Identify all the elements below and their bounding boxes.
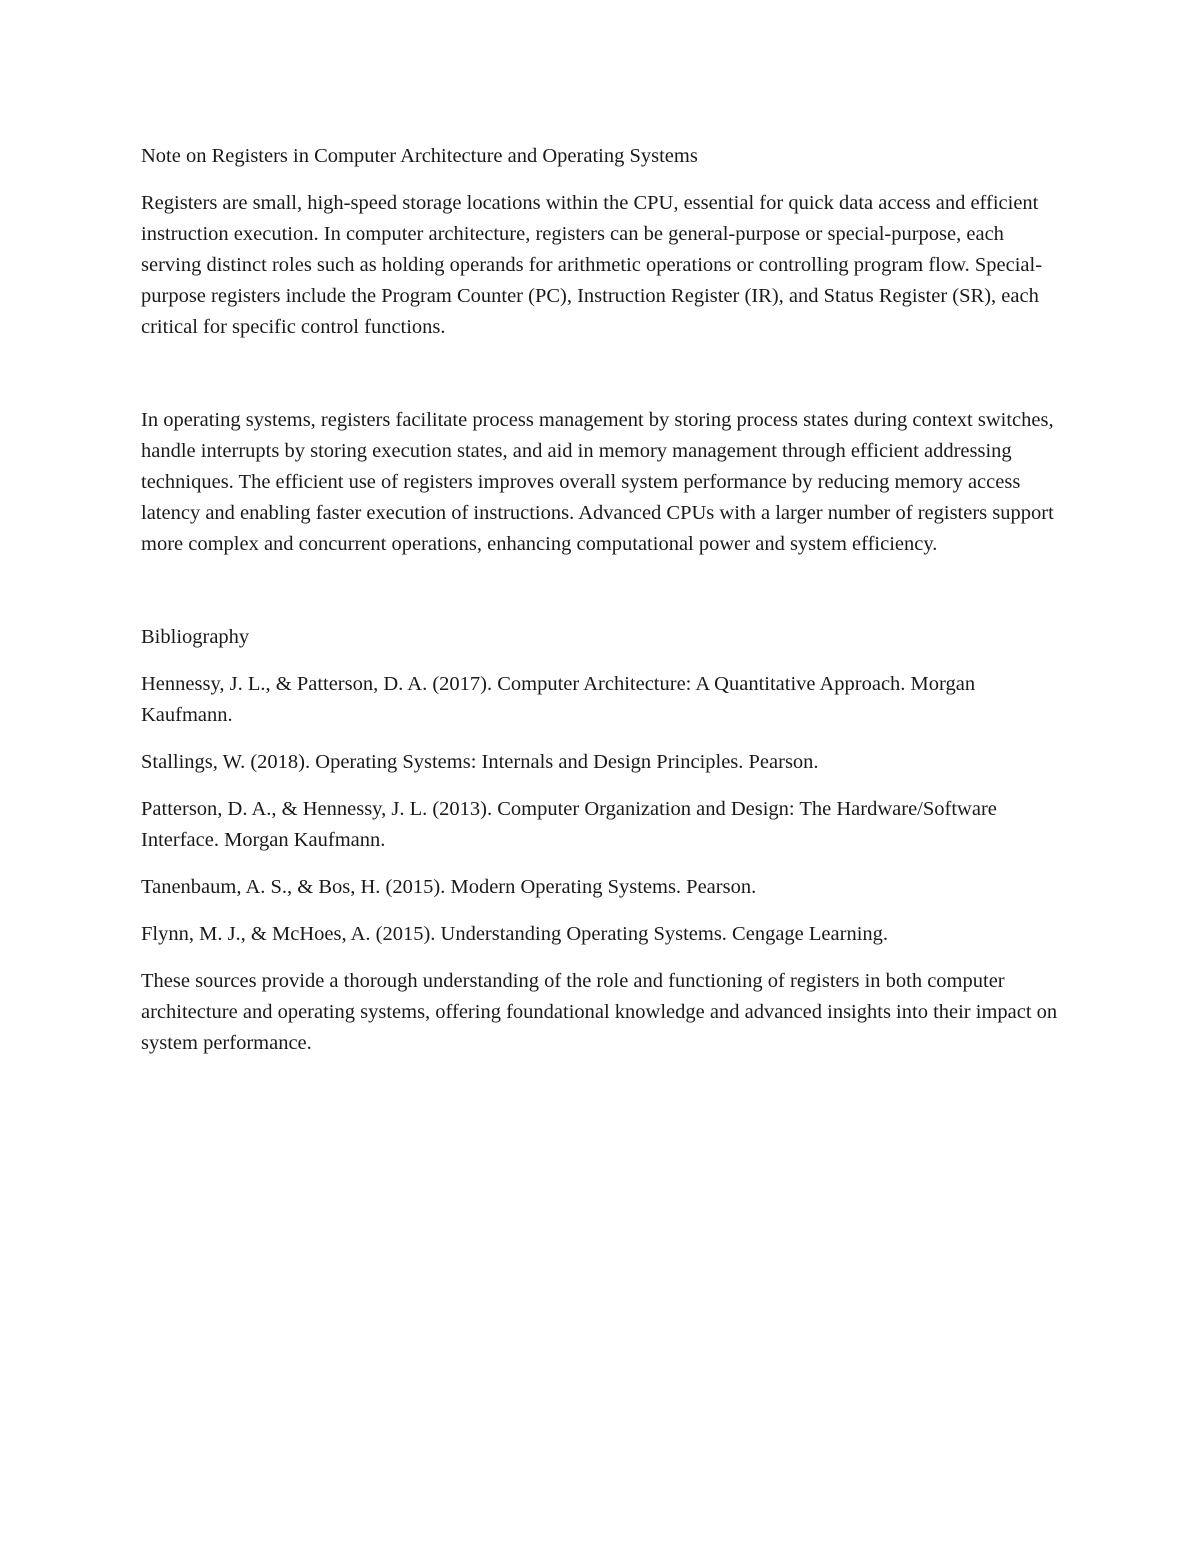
- bibliography-entry: Patterson, D. A., & Hennessy, J. L. (2013). Computer Organization and Design: The Hardware/Software Interface. Morgan Kaufmann.: [141, 798, 997, 851]
- bibliography-entry: Hennessy, J. L., & Patterson, D. A. (2017). Computer Architecture: A Quantitative Approach. Morgan Kaufmann.: [141, 673, 976, 726]
- bibliography-heading: Bibliography: [141, 626, 250, 648]
- document-title: Note on Registers in Computer Architecture and Operating Systems: [141, 145, 698, 167]
- paragraph-computer-architecture: Registers are small, high-speed storage locations within the CPU, essential for quick data access and efficient instruction execution. In computer architecture, registers can be general-purpose or special-purpose, each serving distinct roles such as holding operands for arithmetic operations or controlling program flow. Special-purpose registers include the Program Counter (PC), Instruction Register (IR), and Status Register (SR), each critical for specific control functions.: [141, 192, 1043, 338]
- bibliography-entry: Tanenbaum, A. S., & Bos, H. (2015). Modern Operating Systems. Pearson.: [141, 876, 757, 898]
- paragraph-operating-systems: In operating systems, registers facilitate process management by storing process states during context switches, handle interrupts by storing execution states, and aid in memory management through efficient addressing techniques. The efficient use of registers improves overall system performance by reducing memory access latency and enabling faster execution of instructions. Advanced CPUs with a larger number of registers support more complex and concurrent operations, enhancing computational power and system efficiency.: [141, 409, 1054, 555]
- bibliography-entry: Stallings, W. (2018). Operating Systems: Internals and Design Principles. Pearson.: [141, 751, 819, 773]
- closing-paragraph: These sources provide a thorough understanding of the role and functioning of registers in both computer architecture and operating systems, offering foundational knowledge and advanced insights into their impact on system performance.: [141, 970, 1058, 1054]
- document-body: [141, 141, 1061, 1059]
- bibliography-entry: Flynn, M. J., & McHoes, A. (2015). Understanding Operating Systems. Cengage Learning.: [141, 923, 889, 945]
